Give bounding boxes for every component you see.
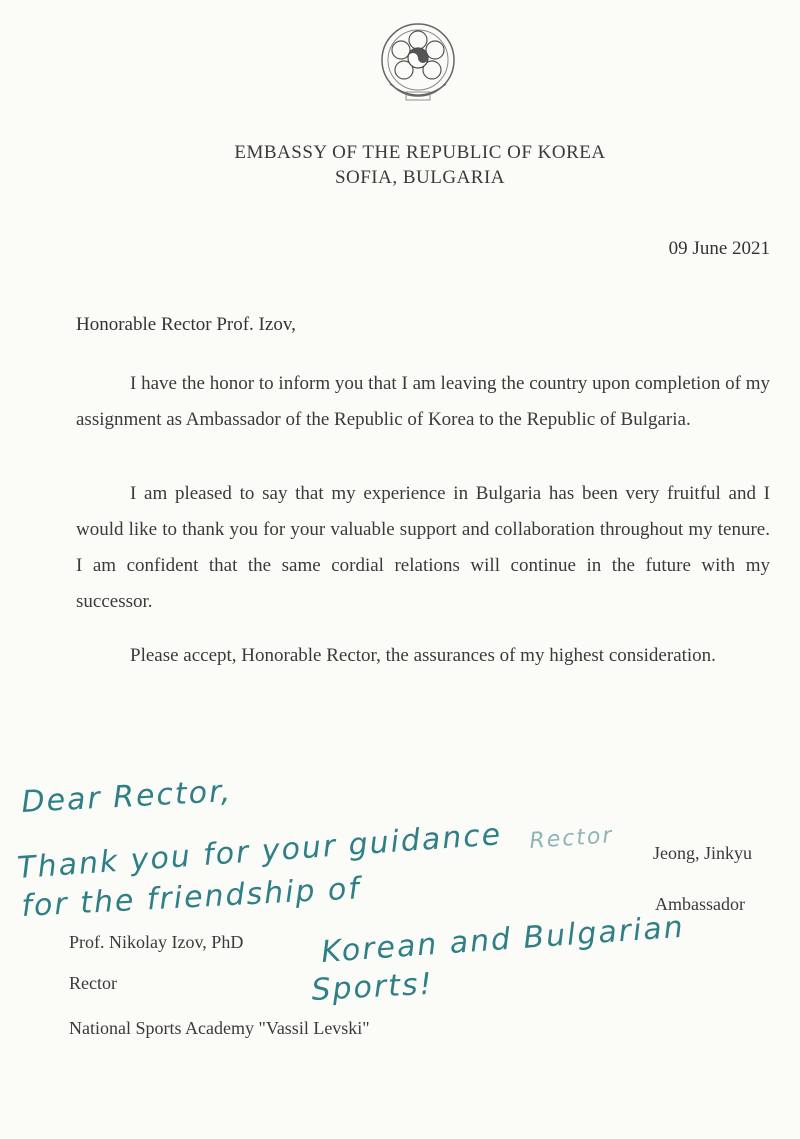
handwritten-correction: Rector xyxy=(528,823,615,854)
handwritten-line-2: Thank you for your guidance xyxy=(16,817,504,886)
paragraph-1: I have the honor to inform you that I am leaving the country upon completion of my assignment as Ambassador of the Republic of Korea to the Republic of Bulgaria. xyxy=(76,373,770,430)
paragraph-2: I am pleased to say that my experience in Bulgaria has been very fruitful and I would like to thank you for your valuable support and collaboration throughout my tenure. I am confident that the same cordial relations will continue in the future with my successor. xyxy=(76,483,770,612)
salutation: Honorable Rector Prof. Izov, xyxy=(76,314,296,335)
letter-date: 09 June 2021 xyxy=(668,238,770,259)
recipient-name: Prof. Nikolay Izov, PhD xyxy=(69,932,244,952)
handwritten-line-1: Dear Rector, xyxy=(20,774,233,820)
handwritten-line-5: Sports! xyxy=(310,966,435,1008)
korean-government-emblem-icon xyxy=(372,18,464,110)
recipient-institution: National Sports Academy "Vassil Levski" xyxy=(69,1018,370,1038)
handwritten-line-4: Korean and Bulgarian xyxy=(320,909,686,970)
handwritten-line-3: for the friendship of xyxy=(20,871,362,924)
paragraph-3: Please accept, Honorable Rector, the assurances of my highest consideration. xyxy=(130,645,716,666)
recipient-title: Rector xyxy=(69,973,117,993)
signatory-title: Ambassador xyxy=(655,894,745,914)
signatory-name: Jeong, Jinkyu xyxy=(653,843,752,863)
letterhead-title: EMBASSY OF THE REPUBLIC OF KOREA xyxy=(234,142,606,163)
letterhead-location: SOFIA, BULGARIA xyxy=(334,167,506,188)
